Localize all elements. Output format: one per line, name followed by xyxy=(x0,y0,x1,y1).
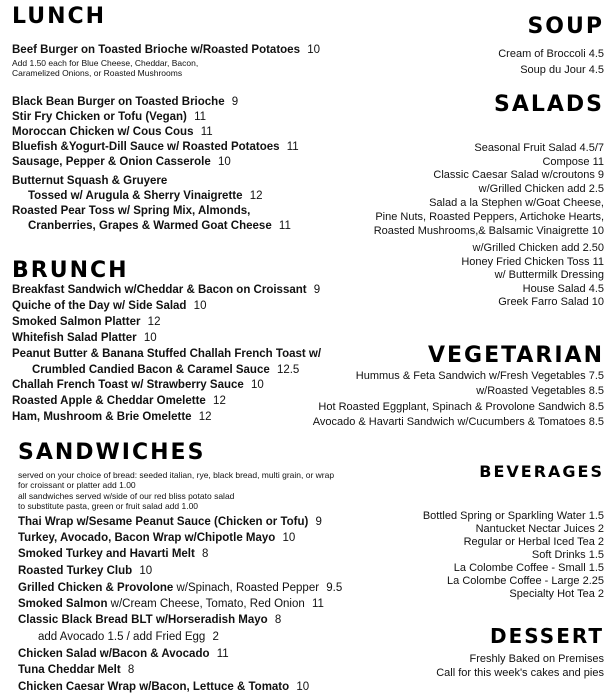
brunch-heading: BRUNCH xyxy=(12,258,129,283)
menu-item-price: 9.5 xyxy=(326,582,343,594)
menu-item-price: 9 xyxy=(315,516,322,528)
menu-item: Regular or Herbal Iced Tea 2 xyxy=(463,536,604,548)
menu-item-price: 8 xyxy=(274,614,282,626)
menu-item xyxy=(18,565,152,578)
menu-item xyxy=(18,631,219,644)
menu-item: Greek Farro Salad 10 xyxy=(498,296,604,308)
menu-item xyxy=(12,44,320,57)
menu-item-name: Thai Wrap w/Sesame Peanut Sauce (Chicken or Tofu) xyxy=(18,516,309,528)
menu-item xyxy=(12,332,157,345)
dessert-heading: DESSERT xyxy=(490,624,604,648)
menu-item: Add 1.50 each for Blue Cheese, Cheddar, Bacon, xyxy=(12,58,199,68)
beverages-heading: BEVERAGES xyxy=(479,462,604,481)
menu-item xyxy=(12,300,206,313)
menu-item-detail: add Avocado 1.5 / add Fried Egg xyxy=(38,631,206,643)
menu-item-price: 11 xyxy=(200,126,213,138)
menu-item-price: 9 xyxy=(313,284,321,296)
menu-item-name: Tuna Cheddar Melt xyxy=(18,664,121,676)
menu-item-price: 12 xyxy=(213,395,226,407)
menu-item xyxy=(12,411,212,424)
menu-item xyxy=(12,205,250,218)
menu-item-name: Roasted Pear Toss w/ Spring Mix, Almonds, xyxy=(12,205,251,217)
menu-item-price: 11 xyxy=(194,111,207,123)
menu-item-name: Ham, Mushroom & Brie Omelette xyxy=(12,411,192,423)
menu-item-name: Roasted Apple & Cheddar Omelette xyxy=(12,395,206,407)
menu-item-price: 10 xyxy=(296,681,310,693)
menu-item xyxy=(12,316,160,329)
menu-item xyxy=(12,141,299,154)
menu-item-detail: w/Cream Cheese, Tomato, Red Onion xyxy=(107,598,305,610)
menu-item: Honey Fried Chicken Toss 11 xyxy=(461,256,604,268)
menu-item: Soft Drinks 1.5 xyxy=(531,549,604,561)
menu-item xyxy=(12,364,299,377)
menu-item xyxy=(18,598,324,611)
menu-item-name: Cranberries, Grapes & Warmed Goat Cheese xyxy=(28,220,272,232)
menu-item-price: 12 xyxy=(198,411,212,423)
menu-item xyxy=(12,379,264,392)
menu-item xyxy=(18,648,229,661)
menu-item-price: 11 xyxy=(216,648,229,660)
menu-item-name: Crumbled Candied Bacon & Caramel Sauce xyxy=(32,364,270,376)
menu-item-price: 10 xyxy=(139,565,153,577)
menu-item-price: 9 xyxy=(231,96,239,108)
menu-item: w/Grilled Chicken add 2.50 xyxy=(472,242,604,254)
menu-item: w/ Buttermilk Dressing xyxy=(494,269,604,281)
menu-item: Pine Nuts, Roasted Peppers, Artichoke Hearts, xyxy=(375,211,604,223)
lunch-heading: LUNCH xyxy=(12,4,107,29)
menu-item-price: 12 xyxy=(249,190,263,202)
menu-item-price: 2 xyxy=(212,631,219,643)
menu-item-price: 10 xyxy=(250,379,264,391)
menu-item-name: Challah French Toast w/ Strawberry Sauce xyxy=(12,379,244,391)
menu-item: Caramelized Onions, or Roasted Mushrooms xyxy=(12,68,183,78)
soup-heading: SOUP xyxy=(527,14,604,39)
menu-item-name: Tossed w/ Arugula & Sherry Vinaigrette xyxy=(28,190,243,202)
menu-item xyxy=(12,96,238,109)
menu-item-price: 8 xyxy=(202,548,209,560)
menu-item xyxy=(12,175,167,188)
menu-item xyxy=(12,190,263,203)
menu-item-name: Turkey, Avocado, Bacon Wrap w/Chipotle Mayo xyxy=(18,532,276,544)
menu-item: w/Roasted Vegetables 8.5 xyxy=(476,385,604,397)
menu-item: Hot Roasted Eggplant, Spinach & Provolone Sandwich 8.5 xyxy=(318,401,604,413)
menu-item xyxy=(12,284,320,297)
vegetarian-heading: VEGETARIAN xyxy=(427,343,604,368)
menu-item-price: 11 xyxy=(278,220,291,232)
menu-item-price: 12.5 xyxy=(276,364,300,376)
menu-item-name: Classic Black Bread BLT w/Horseradish Mayo xyxy=(18,614,268,626)
menu-item-name: Grilled Chicken & Provolone xyxy=(18,582,174,594)
menu-item xyxy=(12,220,291,233)
menu-item-name: Bluefish &Yogurt-Dill Sauce w/ Roasted Potatoes xyxy=(12,141,280,153)
menu-item: Avocado & Havarti Sandwich w/Cucumbers & Tomatoes 8.5 xyxy=(312,416,604,428)
menu-item-price: 11 xyxy=(286,141,299,153)
menu-item-name: Peanut Butter & Banana Stuffed Challah French Toast w/ xyxy=(12,348,322,360)
menu-item: w/Grilled Chicken add 2.5 xyxy=(478,183,604,195)
menu-item: Freshly Baked on Premises xyxy=(469,653,604,665)
menu-item-detail: w/Spinach, Roasted Pepper xyxy=(173,582,320,594)
menu-item-name: Stir Fry Chicken or Tofu (Vegan) xyxy=(12,111,187,123)
menu-item-name: Moroccan Chicken w/ Cous Cous xyxy=(12,126,194,138)
menu-item: Bottled Spring or Sparkling Water 1.5 xyxy=(422,510,604,522)
menu-item xyxy=(18,681,309,694)
menu-item xyxy=(18,516,322,529)
menu-item-name: Smoked Salmon xyxy=(18,598,108,610)
sandwich-note: for croissant or platter add 1.00 xyxy=(18,480,136,490)
sandwich-note: all sandwiches served w/side of our red bliss potato salad xyxy=(18,491,235,501)
menu-item-name: Roasted Turkey Club xyxy=(18,565,133,577)
menu-item: Nantucket Nectar Juices 2 xyxy=(475,523,604,535)
menu-item-price: 10 xyxy=(217,156,231,168)
menu-item-name: Smoked Salmon Platter xyxy=(12,316,141,328)
menu-item xyxy=(18,548,208,561)
menu-item: Specialty Hot Tea 2 xyxy=(509,588,604,600)
menu-item-name: Whitefish Salad Platter xyxy=(12,332,137,344)
menu-item-price: 10 xyxy=(193,300,207,312)
menu-item-name: Chicken Caesar Wrap w/Bacon, Lettuce & Tomato xyxy=(18,681,290,693)
menu-item-name: Quiche of the Day w/ Side Salad xyxy=(12,300,187,312)
menu-item-price: 12 xyxy=(147,316,161,328)
menu-item: House Salad 4.5 xyxy=(522,283,604,295)
menu-item-price: 10 xyxy=(307,44,320,56)
sandwich-note: served on your choice of bread: seeded italian, rye, black bread, multi grain, or wrap xyxy=(18,470,335,480)
sandwiches-heading: SANDWICHES xyxy=(18,440,206,465)
menu-item xyxy=(18,582,342,595)
menu-item-name: Chicken Salad w/Bacon & Avocado xyxy=(18,648,210,660)
menu-item: La Colombe Coffee - Small 1.5 xyxy=(453,562,604,574)
menu-item: Seasonal Fruit Salad 4.5/7 xyxy=(474,142,604,154)
sandwich-note: to substitute pasta, green or fruit salad add 1.00 xyxy=(18,501,199,511)
menu-item-name: Sausage, Pepper & Onion Casserole xyxy=(12,156,211,168)
menu-item-name: Breakfast Sandwich w/Cheddar & Bacon on Croissant xyxy=(12,284,307,296)
menu-item xyxy=(18,664,134,677)
menu-item: Classic Caesar Salad w/croutons 9 xyxy=(433,169,604,181)
menu-item-price: 8 xyxy=(127,664,135,676)
menu-item-price: 11 xyxy=(311,598,324,610)
menu-item xyxy=(12,126,213,139)
menu-item-name: Butternut Squash & Gruyere xyxy=(12,175,168,187)
menu-item: Salad a la Stephen w/Goat Cheese, xyxy=(429,197,604,209)
menu-item: Cream of Broccoli 4.5 xyxy=(498,48,604,60)
menu-item xyxy=(12,395,226,408)
salads-heading: SALADS xyxy=(493,92,604,117)
menu-item: Soup du Jour 4.5 xyxy=(520,64,604,76)
menu-item: Roasted Mushrooms,& Balsamic Vinaigrette 10 xyxy=(373,225,604,237)
menu-item: Compose 11 xyxy=(542,156,604,168)
menu-item: Hummus & Feta Sandwich w/Fresh Vegetables 7.5 xyxy=(355,370,604,382)
menu-item xyxy=(18,614,281,627)
menu-item-price: 10 xyxy=(143,332,157,344)
menu-item xyxy=(18,532,295,545)
menu-item-name: Black Bean Burger on Toasted Brioche xyxy=(12,96,225,108)
menu-item-price: 10 xyxy=(282,532,296,544)
menu-item: Call for this week's cakes and pies xyxy=(436,667,604,679)
menu-item: La Colombe Coffee - Large 2.25 xyxy=(447,575,604,587)
menu-item-name: Smoked Turkey and Havarti Melt xyxy=(18,548,195,560)
menu-item xyxy=(12,348,321,361)
menu-item xyxy=(12,156,231,169)
menu-item-name: Beef Burger on Toasted Brioche w/Roasted Potatoes xyxy=(12,44,300,56)
menu-item xyxy=(12,111,206,124)
